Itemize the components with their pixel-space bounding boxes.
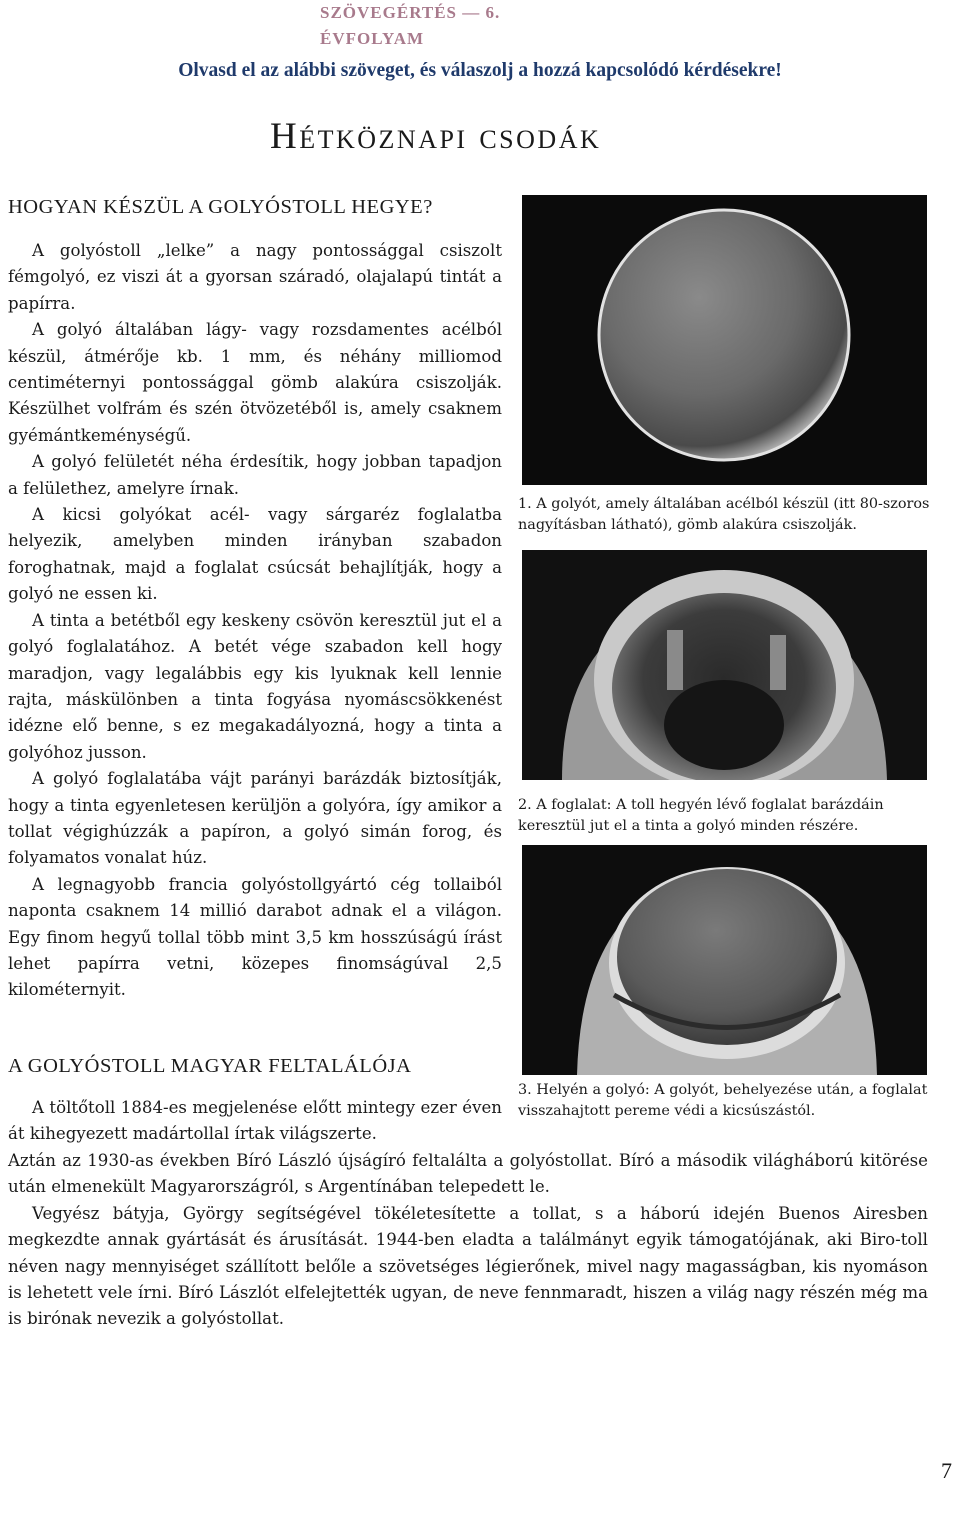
paragraph: A golyó foglalatába vájt parányi barázdák biztosítják, hogy a tinta egyenletesen kerüljön a golyóra, így amikor a tollat végighúzzák a papíron, a golyó simán forog, és folyamatos vonalat húz. bbox=[8, 769, 502, 868]
section-heading-1: HOGYAN KÉSZÜL A GOLYÓSTOLL HEGYE? bbox=[8, 196, 433, 218]
figure-ball-in-socket-photo bbox=[522, 845, 927, 1075]
page-title: Hétköznapi csodák bbox=[270, 116, 602, 157]
paragraph: A golyóstoll „lelke” a nagy pontossággal csiszolt fémgolyó, ez viszi át a gyorsan száradó, olajalapú tintát a papírra. bbox=[8, 241, 502, 313]
paragraph: A töltőtoll 1884-es megjelenése előtt mintegy ezer éven át kihegyezett madártollal írtak világszerte. bbox=[8, 1098, 502, 1144]
header-label: SZÖVEGÉRTÉS — 6. ÉVFOLYAM bbox=[320, 3, 501, 48]
paragraph: A golyó felületét néha érdesítik, hogy jobban tapadjon a felülethez, amelyre írnak. bbox=[8, 452, 502, 498]
paragraph: A tinta a betétből egy keskeny csövön keresztül jut el a golyó foglalatához. A betét vége szabadon kell hogy maradjon, vagy legalábbis egy kis lyuknak kell lennie rajta, máskülönben a tinta fogyása nyomáscsökkenést idézne elő benne, s ez megakadályozná, hogy a tinta a golyóhoz jusson. bbox=[8, 610, 502, 762]
figure-socket-photo bbox=[522, 550, 927, 780]
paragraph: A legnagyobb francia golyóstollgyártó cég tollaiból naponta csaknem 14 millió darabot adnak el a világon. Egy finom hegyű tollal több mint 3,5 km hosszúságú írást lehet papírra vetni, közepes finomságúval 2,5 kilométernyit. bbox=[8, 874, 502, 1000]
figure-caption-2: 2. A foglalat: A toll hegyén lévő foglalat barázdáin keresztül jut el a tinta a golyó minden részére. bbox=[518, 797, 884, 834]
paragraph: Aztán az 1930-as években Bíró László újságíró feltalálta a golyóstollat. Bíró a második világháború kitörése után elmenekült Magyarországról, s Argentínában telepedett le. bbox=[8, 1151, 928, 1197]
section2-intro bbox=[8, 1095, 502, 1148]
figure-caption-1: 1. A golyót, amely általában acélból készül (itt 80-szoros nagyításban látható), gömb alakúra csiszolják. bbox=[518, 496, 930, 533]
paragraph: Vegyész bátyja, György segítségével tökéletesítette a tollat, s a háború idején Buenos Airesben megkezdte annak gyártását és árusítását. 1944-ben eladta a találmányt egyik támogatójának, aki Biro-toll néven nagy mennyiséget szállított belőle a szövetséges légierőnek, mivel nagy magasságban, kis nyomáson is lehetett vele írni. Bíró Lászlót elfelejtették ugyan, de neve fennmaradt, hiszen a világ nagy részén még ma is birónak nevezik a golyóstollat. bbox=[8, 1203, 928, 1329]
instruction-text: Olvasd el az alábbi szöveget, és válaszolj a hozzá kapcsolódó kérdésekre! bbox=[178, 60, 782, 81]
section-heading-2: A GOLYÓSTOLL MAGYAR FELTALÁLÓJA bbox=[8, 1055, 412, 1077]
page-number: 7 bbox=[941, 1458, 952, 1483]
figure-ball-photo bbox=[522, 195, 927, 485]
paragraph: A kicsi golyókat acél- vagy sárgaréz foglalatba helyezik, amelyben minden irányban szabadon foroghatnak, majd a foglalat csúcsát behajlítják, hogy a golyó ne essen ki. bbox=[8, 505, 502, 604]
section2-body bbox=[8, 1148, 928, 1333]
figure-caption-3: 3. Helyén a golyó: A golyót, behelyezése után, a foglalat visszahajtott pereme védi a kicsúszástól. bbox=[518, 1082, 928, 1119]
section1-body bbox=[8, 238, 502, 1004]
paragraph: A golyó általában lágy- vagy rozsdamentes acélból készül, átmérője kb. 1 mm, és néhány milliomod centiméternyi pontossággal gömb alakúra csiszolják. Készülhet volfrám és szén ötvözetéből is, amely csaknem gyémántkeménységű. bbox=[8, 320, 502, 445]
